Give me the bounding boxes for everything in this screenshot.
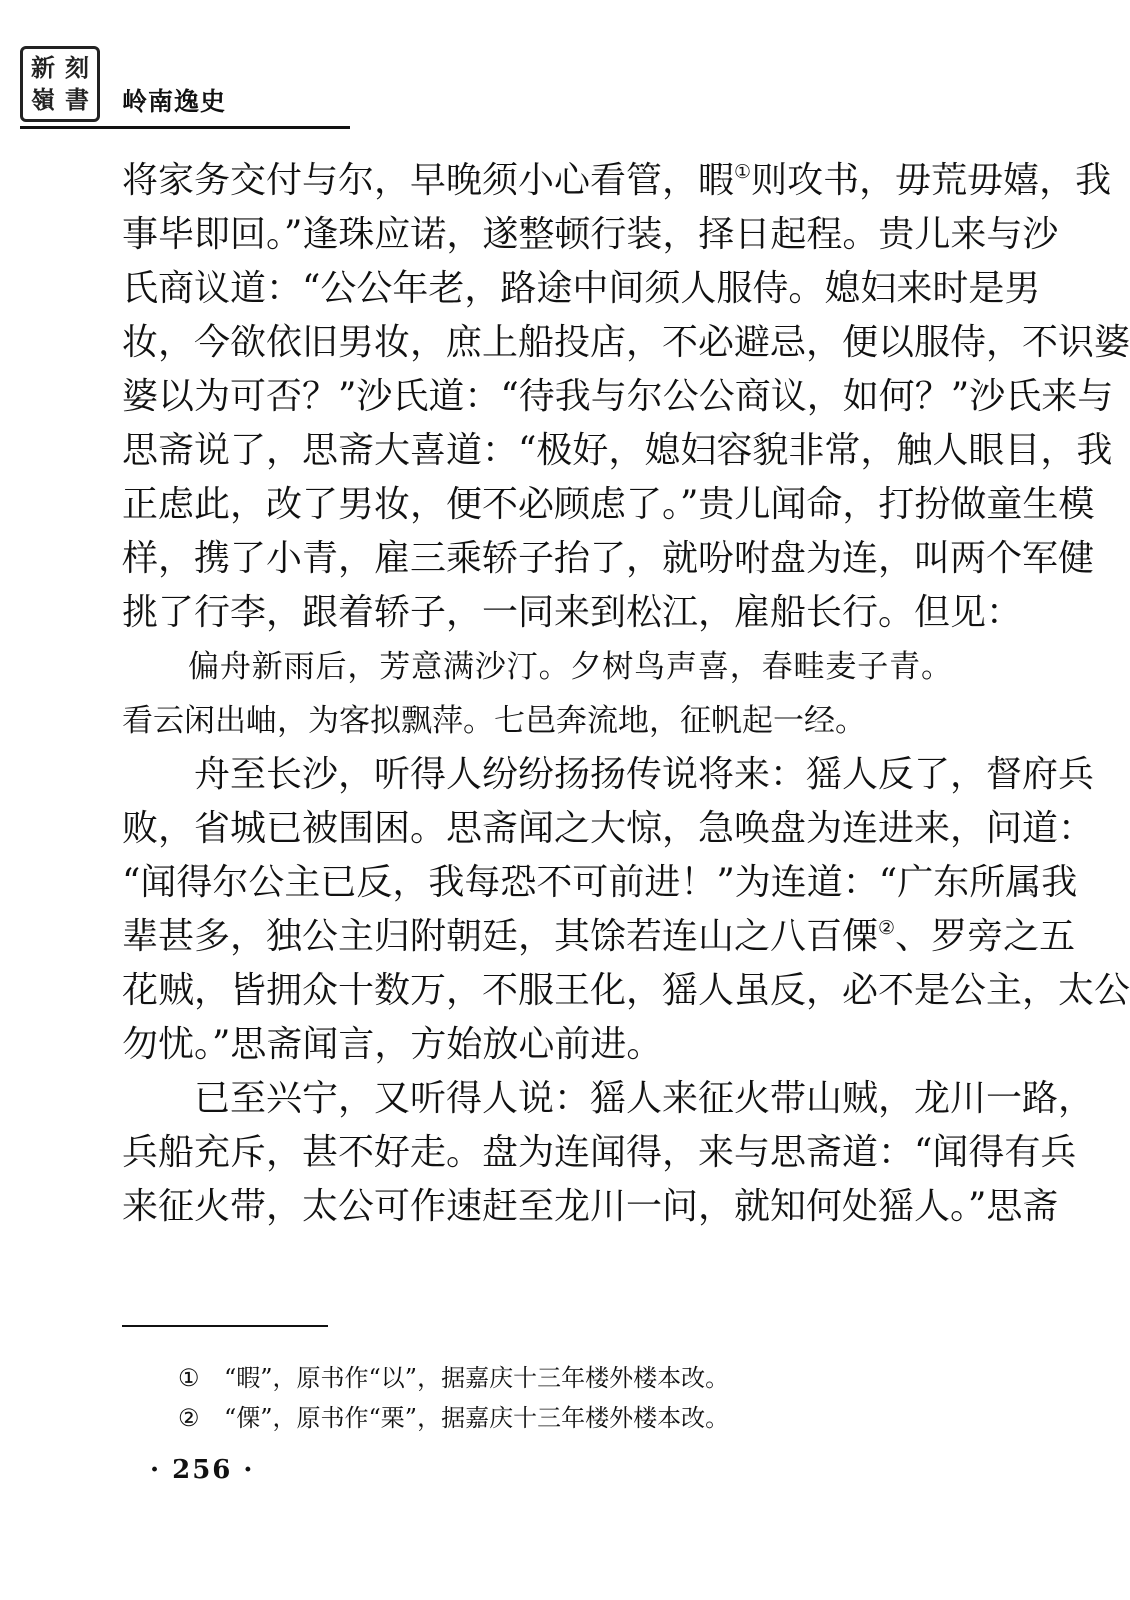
text-line: 样，携了小青，雇三乘轿子抬了，就吩咐盘为连，叫两个军健: [122, 538, 1095, 579]
footnotes: [178, 1358, 729, 1438]
text-line: 来征火带，太公可作速赶至龙川一问，就知何处猺人。”思斋: [122, 1186, 1059, 1227]
header-rule: [20, 126, 350, 129]
seal-character: 新: [31, 53, 55, 82]
seal-character: 刻: [65, 53, 89, 82]
footnote-mark: ②: [178, 1404, 200, 1432]
footnote-rule: [122, 1325, 328, 1327]
running-header-title: 岭南逸史: [122, 87, 227, 116]
seal-character: 嶺: [31, 85, 55, 114]
text-line: 败，省城已被围困。思斋闻之大惊，急唤盘为连进来，问道：: [122, 808, 1095, 849]
text-line: 正虑此，改了男妆，便不必顾虑了。”贵儿闻命，打扮做童生模: [122, 484, 1095, 525]
text-line: 勿忧。”思斋闻言，方始放心前进。: [122, 1024, 663, 1065]
footnote-text: “暇”，原书作“以”，据嘉庆十三年楼外楼本改。: [224, 1364, 730, 1392]
text-line: 兵船充斥，甚不好走。盘为连闻得，来与思斋道：“闻得有兵: [122, 1132, 1077, 1173]
text-line: 挑了行李，跟着轿子，一同来到松江，雇船长行。但见：: [122, 592, 1023, 633]
text-line: 花贼，皆拥众十数万，不服王化，猺人虽反，必不是公主，太公: [122, 970, 1130, 1011]
text-line: 将家务交付与尔，早晚须小心看管，暇①则攻书，毋荒毋嬉，我: [122, 160, 1112, 201]
text-line: 婆以为可否？”沙氏道：“待我与尔公公商议，如何？”沙氏来与: [122, 376, 1114, 417]
seal-character: 書: [65, 85, 89, 114]
text-line: 氏商议道：“公公年老，路途中间须人服侍。媳妇来时是男: [122, 268, 1041, 309]
text-line: 妆，今欲依旧男妆，庶上船投店，不必避忌，便以服侍，不识婆: [122, 322, 1130, 363]
footnote-reference[interactable]: ②: [878, 917, 896, 939]
text-line: 事毕即回。”逢珠应诺，遂整顿行装，择日起程。贵儿来与沙: [122, 214, 1059, 255]
footnote: [178, 1398, 729, 1438]
poem-line: 偏舟新雨后，芳意满沙汀。夕树鸟声喜，春畦麦子青。: [188, 649, 952, 685]
footnote-text: “傈”，原书作“栗”，据嘉庆十三年楼外楼本改。: [224, 1404, 730, 1432]
text-line: 已至兴宁，又听得人说：猺人来征火带山贼，龙川一路，: [194, 1078, 1095, 1119]
text-line: 思斋说了，思斋大喜道：“极好，媳妇容貌非常，触人眼目，我: [122, 430, 1113, 471]
body-text: [122, 154, 1130, 1234]
footnote: [178, 1358, 729, 1398]
footnote-reference[interactable]: ①: [734, 161, 752, 183]
text-line: 舟至长沙，听得人纷纷扬扬传说将来：猺人反了，督府兵: [194, 754, 1095, 795]
poem-line: 看云闲出岫，为客拟飘萍。七邑奔流地，征帆起一经。: [122, 703, 866, 739]
seal-stamp-icon: [20, 46, 100, 122]
page-number: · 256 ·: [150, 1455, 255, 1485]
text-line: “闻得尔公主已反，我每恐不可前进！”为连道：“广东所属我: [122, 862, 1078, 903]
footnote-mark: ①: [178, 1364, 200, 1392]
text-line: 辈甚多，独公主归附朝廷，其馀若连山之八百傈②、罗旁之五: [122, 916, 1076, 957]
